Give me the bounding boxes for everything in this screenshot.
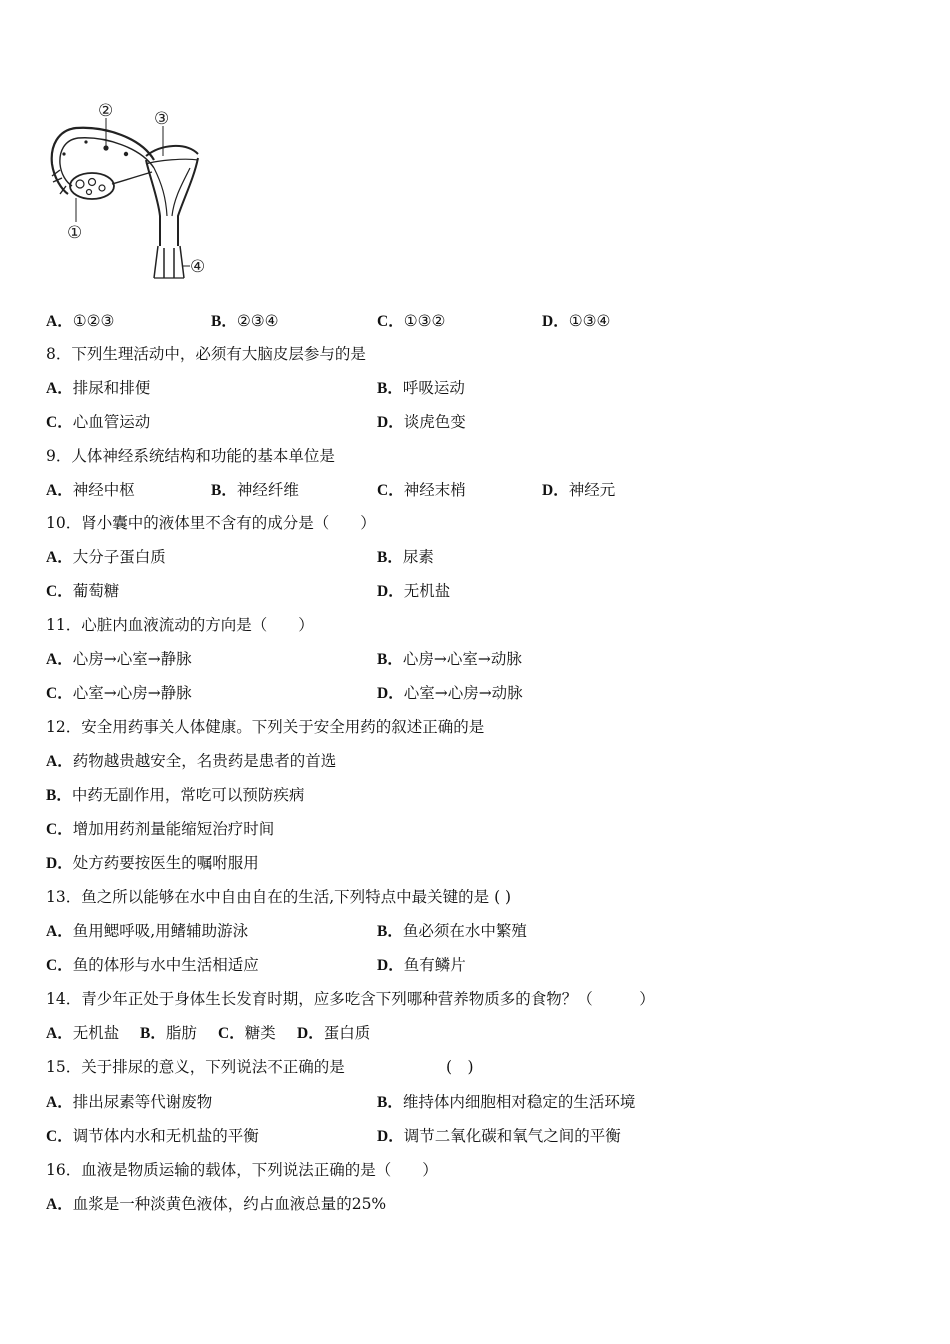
option-text: 药物越贵越安全，名贵药是患者的首选 — [72, 752, 337, 770]
option-text: 鱼用鳃呼吸,用鳍辅助游泳 — [72, 922, 249, 940]
option-text: 脂肪 — [165, 1024, 197, 1042]
q11-option-c[interactable] — [46, 683, 192, 704]
option-letter: C． — [46, 821, 73, 838]
option-text: 心血管运动 — [72, 413, 151, 431]
option-letter: D． — [377, 583, 404, 600]
egg-dot — [124, 152, 128, 156]
option-letter: B． — [377, 549, 403, 566]
option-letter: B． — [211, 482, 237, 499]
option-letter: B． — [46, 787, 72, 804]
label-3: ③ — [154, 109, 170, 129]
q15-answer-paren: ( ) — [446, 1058, 474, 1076]
q16-stem: 16．血液是物质运输的载体，下列说法正确的是（ ） — [46, 1161, 438, 1179]
option-letter: C． — [46, 583, 73, 600]
option-text: 心室→心房→静脉 — [72, 684, 192, 702]
q15-option-a[interactable] — [46, 1092, 212, 1113]
q7-option-b[interactable] — [211, 311, 279, 332]
q15-option-d[interactable] — [377, 1126, 621, 1147]
option-text: 谈虎色变 — [403, 413, 466, 431]
q8-stem: 8．下列生理活动中，必须有大脑皮层参与的是 — [46, 345, 366, 363]
q7-option-d[interactable] — [542, 311, 610, 332]
q9-option-b[interactable] — [211, 480, 299, 501]
label-4: ④ — [190, 257, 206, 277]
option-letter: A． — [46, 651, 73, 668]
q7-option-c[interactable] — [377, 311, 445, 332]
option-text: 蛋白质 — [323, 1024, 371, 1042]
q8-option-a[interactable] — [46, 378, 150, 399]
q12-option-c[interactable] — [46, 819, 274, 840]
option-letter: D． — [542, 313, 569, 330]
q11-option-b[interactable] — [377, 649, 522, 670]
option-letter: A． — [46, 549, 73, 566]
q11-option-d[interactable] — [377, 683, 523, 704]
option-letter: D． — [377, 1128, 404, 1145]
option-letter: A． — [46, 380, 73, 397]
q10-option-a[interactable] — [46, 547, 166, 568]
option-text: 鱼的体形与水中生活相适应 — [72, 956, 259, 974]
follicle — [89, 179, 96, 186]
q14-option-d[interactable] — [297, 1023, 370, 1044]
option-text: 排尿和排便 — [72, 379, 151, 397]
q15-stem: 15．关于排尿的意义，下列说法不正确的是 — [46, 1058, 345, 1076]
option-letter: D． — [377, 414, 404, 431]
q8-option-b[interactable] — [377, 378, 465, 399]
option-letter: A． — [46, 482, 73, 499]
option-letter: B． — [377, 923, 403, 940]
follicle — [76, 180, 84, 188]
option-letter: B． — [377, 651, 403, 668]
q9-option-c[interactable] — [377, 480, 466, 501]
option-letter: A． — [46, 753, 73, 770]
q9-option-d[interactable] — [542, 480, 615, 501]
option-text: ①③④ — [568, 312, 611, 330]
oviduct-outline — [52, 128, 154, 194]
option-letter: A． — [46, 1025, 73, 1042]
option-letter: D． — [46, 855, 73, 872]
option-letter: C． — [46, 685, 73, 702]
option-letter: B． — [211, 313, 237, 330]
q8-option-d[interactable] — [377, 412, 466, 433]
option-text: 调节二氧化碳和氧气之间的平衡 — [403, 1127, 621, 1145]
option-letter: C． — [46, 1128, 73, 1145]
q9-stem: 9．人体神经系统结构和功能的基本单位是 — [46, 447, 335, 465]
label-1: ① — [67, 223, 83, 243]
q13-option-b[interactable] — [377, 921, 527, 942]
option-letter: C． — [377, 313, 404, 330]
q12-stem: 12．安全用药事关人体健康。下列关于安全用药的叙述正确的是 — [46, 718, 485, 736]
option-text: 心房→心室→动脉 — [402, 650, 522, 668]
q11-option-a[interactable] — [46, 649, 192, 670]
option-letter: C． — [46, 414, 73, 431]
option-text: 无机盐 — [72, 1024, 120, 1042]
option-text: 神经元 — [568, 481, 616, 499]
q15-option-b[interactable] — [377, 1092, 635, 1113]
ovarian-ligament — [112, 172, 152, 184]
egg-dot — [84, 140, 87, 143]
q14-option-a[interactable] — [46, 1023, 119, 1044]
option-letter: C． — [377, 482, 404, 499]
q11-stem: 11．心脏内血液流动的方向是（ ） — [46, 616, 314, 634]
q16-option-a[interactable] — [46, 1194, 386, 1215]
q9-option-a[interactable] — [46, 480, 135, 501]
option-text: 中药无副作用，常吃可以预防疾病 — [71, 786, 305, 804]
follicle — [99, 185, 105, 191]
q13-option-d[interactable] — [377, 955, 466, 976]
option-letter: A． — [46, 923, 73, 940]
follicle — [87, 190, 92, 195]
q10-option-c[interactable] — [46, 581, 119, 602]
reproductive-system-figure — [46, 98, 216, 283]
option-text: 尿素 — [402, 548, 434, 566]
option-text: 大分子蛋白质 — [72, 548, 166, 566]
q10-stem: 10．肾小囊中的液体里不含有的成分是（ ） — [46, 514, 376, 532]
q14-option-c[interactable] — [218, 1023, 276, 1044]
option-text: 血浆是一种淡黄色液体，约占血液总量的25% — [72, 1195, 387, 1213]
q12-option-b[interactable] — [46, 785, 304, 806]
option-letter: C． — [46, 957, 73, 974]
option-text: 糖类 — [244, 1024, 276, 1042]
q12-option-a[interactable] — [46, 751, 336, 772]
option-letter: D． — [297, 1025, 324, 1042]
egg-dot — [62, 152, 65, 155]
option-text: 排出尿素等代谢废物 — [72, 1093, 213, 1111]
option-text: 呼吸运动 — [402, 379, 465, 397]
vagina — [154, 246, 184, 278]
reproductive-system-diagram — [46, 98, 216, 283]
q12-option-d[interactable] — [46, 853, 259, 874]
uterine-cavity — [154, 168, 167, 216]
option-text: 维持体内细胞相对稳定的生活环境 — [402, 1093, 636, 1111]
q10-option-d[interactable] — [377, 581, 450, 602]
option-text: 神经纤维 — [236, 481, 299, 499]
option-letter: A． — [46, 313, 73, 330]
option-text: 神经末梢 — [403, 481, 466, 499]
option-text: 无机盐 — [403, 582, 451, 600]
option-letter: C． — [218, 1025, 245, 1042]
q15-option-c[interactable] — [46, 1126, 259, 1147]
uterus-fundus — [146, 146, 198, 156]
option-text: 神经中枢 — [72, 481, 135, 499]
q10-option-b[interactable] — [377, 547, 434, 568]
egg-dot — [103, 145, 108, 150]
option-text: 调节体内水和无机盐的平衡 — [72, 1127, 259, 1145]
option-letter: D． — [377, 685, 404, 702]
option-text: 鱼有鳞片 — [403, 956, 466, 974]
option-letter: A． — [46, 1094, 73, 1111]
option-letter: D． — [377, 957, 404, 974]
q7-option-a[interactable] — [46, 311, 114, 332]
option-text: ②③④ — [236, 312, 279, 330]
q14-stem: 14．青少年正处于身体生长发育时期，应多吃含下列哪种营养物质多的食物？（ ） — [46, 990, 655, 1008]
option-letter: A． — [46, 1196, 73, 1213]
option-text: 心房→心室→静脉 — [72, 650, 192, 668]
option-text: 增加用药剂量能缩短治疗时间 — [72, 820, 275, 838]
option-text: ①②③ — [72, 312, 115, 330]
option-text: 处方药要按医生的嘱咐服用 — [72, 854, 259, 872]
option-text: 心室→心房→动脉 — [403, 684, 523, 702]
label-2: ② — [98, 101, 114, 121]
option-letter: B． — [377, 380, 403, 397]
option-letter: B． — [140, 1025, 166, 1042]
q8-option-c[interactable] — [46, 412, 150, 433]
q13-option-a[interactable] — [46, 921, 248, 942]
q14-option-b[interactable] — [140, 1023, 197, 1044]
option-text: 鱼必须在水中繁殖 — [402, 922, 527, 940]
option-text: ①③② — [403, 312, 446, 330]
q13-stem: 13．鱼之所以能够在水中自由自在的生活,下列特点中最关键的是 ( ) — [46, 888, 512, 906]
option-text: 葡萄糖 — [72, 582, 120, 600]
q13-option-c[interactable] — [46, 955, 259, 976]
option-letter: D． — [542, 482, 569, 499]
option-letter: B． — [377, 1094, 403, 1111]
